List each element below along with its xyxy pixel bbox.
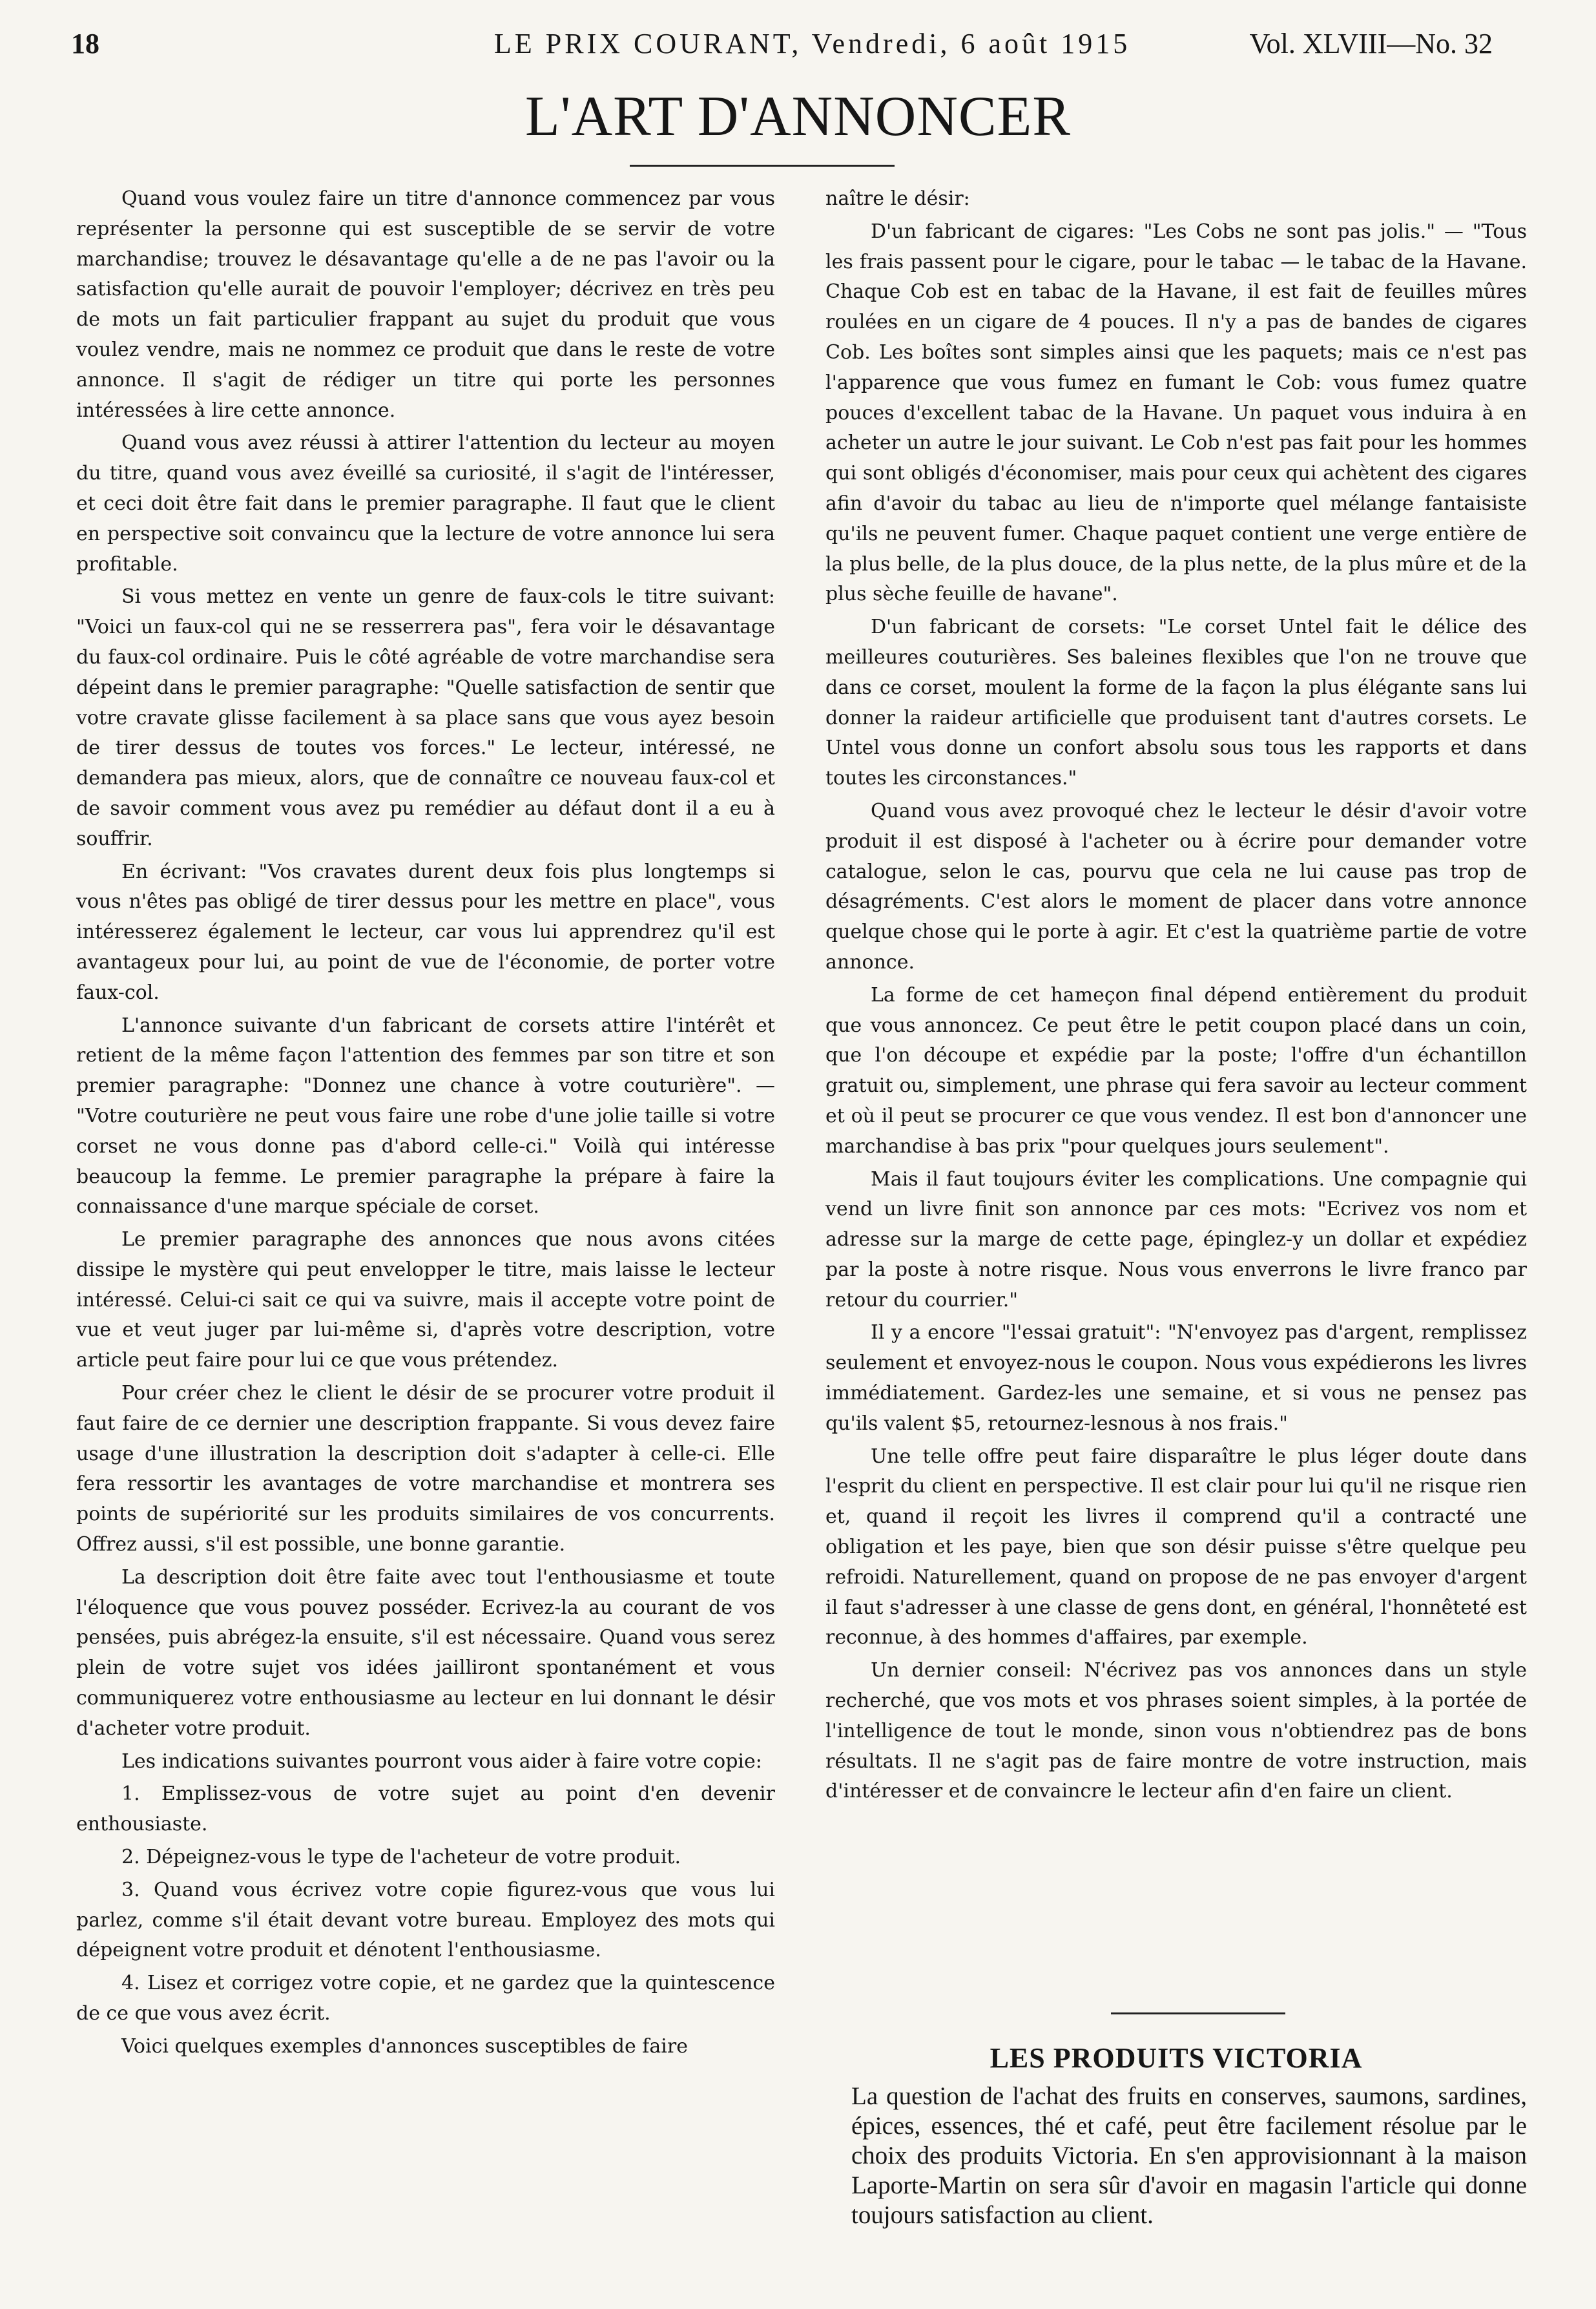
- paragraph: Voici quelques exemples d'annonces susceptibles de faire: [121, 2034, 688, 2058]
- running-header: [71, 27, 1493, 66]
- notice-text: [851, 2082, 1527, 2230]
- paragraph: Un dernier conseil: N'écrivez pas vos annonces dans un style recherché, que vos mots et vos phrases soient simples, à la portée de l'intelligence de tout le monde, sinon vous n'obtiendrez pas de bons résultats. Il ne s'agit pas de faire montre de votre instruction, mais d'intéresser et de convaincre le lecteur afin d'en faire un client.: [825, 1659, 1527, 1803]
- paragraph: Mais il faut toujours éviter les complications. Une compagnie qui vend un livre finit son annonce par ces mots: "Ecrivez vos nom et adresse sur la marge de cette page, épinglez-y un dollar et expédiez par la poste à notre risque. Nous vous enverrons le livre franco par retour du courrier.": [825, 1167, 1527, 1311]
- volume-number: Vol. XLVIII—No. 32: [1249, 28, 1493, 59]
- right-column: [825, 184, 1527, 1810]
- paragraph: En écrivant: "Vos cravates durent deux fois plus longtemps si vous n'êtes pas obligé de tirer dessus pour les mettre en place", vous intéresserez également le lecteur, car vous lui apprendrez qu'il est avantageux pour lui, au point de vue de l'économie, de porter votre faux-col.: [76, 860, 775, 1004]
- list-item: 4. Lisez et corrigez votre copie, et ne gardez que la quintescence de ce que vous avez écrit.: [76, 1972, 775, 2025]
- paragraph: Les indications suivantes pourront vous aider à faire votre copie:: [121, 1750, 762, 1773]
- paragraph: D'un fabricant de cigares: "Les Cobs ne sont pas jolis." — "Tous les frais passent pour le cigare, pour le tabac — le tabac de la Havane. Chaque Cob est en tabac de la Havane, il est fait de feuilles mûres roulées en un cigare de 4 pouces. Il n'y a pas de bandes de cigares Cob. Les boîtes sont simples ainsi que les paquets; mais ce n'est pas l'apparence que vous fumez en fumant le Cob: vous fumez quatre pouces d'excellent tabac de la Havane. Un paquet vous induira à en acheter un autre le jour suivant. Le Cob n'est pas fait pour les hommes qui sont obligés d'économiser, mais pour ceux qui achètent des cigares afin d'avoir du tabac au lieu de n'importe quel mélange fantaisiste qu'ils ne peuvent fumer. Chaque paquet contient une verge entière de la plus belle, de la plus douce, de la plus nette, de la plus mûre et de la plus sèche feuille de havane".: [825, 220, 1527, 606]
- page-number: 18: [71, 28, 99, 59]
- paragraph: Une telle offre peut faire disparaître le plus léger doute dans l'esprit du client en perspective. Il est clair pour lui qu'il ne risque rien et, quand il reçoit les livres il comprend qu'il a contracté une obligation et les paye, bien que son désir puisse s'être quelque peu refroidi. Naturellement, quand on propose de ne pas envoyer d'argent il faut s'adresser à une classe de gens dont, en général, l'honnêteté est reconnue, à des hommes d'affaires, par exemple.: [825, 1445, 1527, 1649]
- paragraph: Quand vous avez réussi à attirer l'attention du lecteur au moyen du titre, quand vous avez éveillé sa curiosité, il s'agit de l'intéresser, et ceci doit être fait dans le premier paragraphe. Il faut que le client en perspective soit convaincu que la lecture de votre annonce lui sera profitable.: [76, 432, 775, 576]
- notice-paragraph: La question de l'achat des fruits en conserves, saumons, sardines, épices, essences, thé et café, peut être facilement résolue par le choix des produits Victoria. En s'en approvisionnant à la maison Laporte-Martin on sera sûr d'avoir en magasin l'article qui donne toujours satisfaction au client.: [851, 2082, 1527, 2229]
- list-item: 3. Quand vous écrivez votre copie figurez-vous que vous lui parlez, comme s'il était devant votre bureau. Employez des mots qui dépeignent votre produit et dénotent l'enthousiasme.: [76, 1878, 775, 1962]
- notice-title: LES PRODUITS VICTORIA: [990, 2042, 1363, 2074]
- paragraph: Quand vous avez provoqué chez le lecteur le désir d'avoir votre produit il est disposé à l'acheter ou à écrire pour demander votre catalogue, selon le cas, pourvu que cela ne lui cause pas trop de désagréments. C'est alors le moment de placer dans votre annonce quelque chose qui le porte à agir. Et c'est la quatrième partie de votre annonce.: [825, 799, 1527, 974]
- section-divider: [1111, 2012, 1285, 2014]
- paragraph: Pour créer chez le client le désir de se procurer votre produit il faut faire de ce dernier une description frappante. Si vous devez faire usage d'une illustration la description doit s'adapter à celle-ci. Elle fera ressortir les avantages de votre marchandise et montrera ses points de supériorité sur les produits similaires de vos concurrents. Offrez aussi, s'il est possible, une bonne garantie.: [76, 1382, 775, 1556]
- paragraph: La description doit être faite avec tout l'enthousiasme et toute l'éloquence que vous pouvez posséder. Ecrivez-la au courant de vos pensées, puis abrégez-la ensuite, s'il est nécessaire. Quand vous serez plein de votre sujet vos idées jailliront spontanément et vous communiquerez votre enthousiasme au lecteur en lui donnant le désir d'acheter votre produit.: [76, 1565, 775, 1740]
- title-underline: [630, 165, 895, 167]
- paragraph: Le premier paragraphe des annonces que nous avons citées dissipe le mystère qui peut envelopper le titre, mais laisse le lecteur intéressé. Celui-ci sait ce qui va suivre, mais il accepte votre point de vue et veut juger par lui-même si, d'après votre description, votre article peut faire pour lui ce que vous prétendez.: [76, 1228, 775, 1372]
- paragraph: La forme de cet hameçon final dépend entièrement du produit que vous annoncez. Ce peut être le petit coupon placé dans un coin, que l'on découpe et expédie par la poste; l'offre d'un échantillon gratuit ou, simplement, une phrase qui fera savoir au lecteur comment et où il peut se procurer ce que vous vendez. Il est bon d'annoncer une marchandise à bas prix "pour quelques jours seulement".: [825, 983, 1527, 1158]
- paragraph: L'annonce suivante d'un fabricant de corsets attire l'intérêt et retient de la même façon l'attention des femmes par son titre et son premier paragraphe: "Donnez une chance à votre couturière". — "Votre couturière ne peut vous faire une robe d'une jolie taille si votre corset ne vous donne pas d'abord celle-ci." Voilà qui intéresse beaucoup la femme. Le premier paragraphe la prépare à faire la connaissance d'une marque spéciale de corset.: [76, 1014, 775, 1218]
- paragraph: D'un fabricant de corsets: "Le corset Untel fait le délice des meilleures couturières. Ses baleines flexibles que l'on ne trouve que dans ce corset, moulent la forme de la façon la plus élégante sans lui donner la raideur artificielle que produisent tant d'autres corsets. Le Untel vous donne un confort absolu sous tous les rapports et dans toutes les circonstances.": [825, 616, 1527, 790]
- list-item: 1. Emplissez-vous de votre sujet au point d'en devenir enthousiaste.: [76, 1782, 775, 1836]
- paragraph: Si vous mettez en vente un genre de faux-cols le titre suivant: "Voici un faux-col qui ne se resserrera pas", fera voir le désavantage du faux-col ordinaire. Puis le côté agréable de votre marchandise sera dépeint dans le premier paragraphe: "Quelle satisfaction de sentir que votre cravate glisse facilement à sa place sans que vous ayez besoin de tirer dessus de toutes vos forces." Le lecteur, intéressé, ne demandera pas mieux, alors, que de connaître ce nouveau faux-col et de savoir comment vous avez pu remédier au défaut dont il a eu à souffrir.: [76, 585, 775, 850]
- paragraph: Quand vous voulez faire un titre d'annonce commencez par vous représenter la personne qui est susceptible de se servir de votre marchandise; trouvez le désavantage qu'elle a de ne pas l'avoir ou la satisfaction qu'elle aurait de pouvoir l'employer; décrivez en très peu de mots un fait particulier frappant au sujet du produit que vous voulez vendre, mais ne nommez ce produit que dans le reste de votre annonce. Il s'agit de rédiger un titre qui porte les personnes intéressées à lire cette annonce.: [76, 187, 775, 422]
- list-item: 2. Dépeignez-vous le type de l'acheteur de votre produit.: [121, 1846, 681, 1869]
- paragraph: naître le désir:: [825, 187, 970, 210]
- publication-line: LE PRIX COURANT, Vendredi, 6 août 1915: [494, 28, 1131, 59]
- left-column: [76, 184, 775, 2065]
- article-title: L'ART D'ANNONCER: [524, 85, 1072, 148]
- paragraph: Il y a encore "l'essai gratuit": "N'envoyez pas d'argent, remplissez seulement et envoyez-nous le coupon. Nous vous expédierons les livres immédiatement. Gardez-les une semaine, et si vous ne pensez pas qu'ils valent $5, retournez-lesnous à nos frais.": [825, 1321, 1527, 1435]
